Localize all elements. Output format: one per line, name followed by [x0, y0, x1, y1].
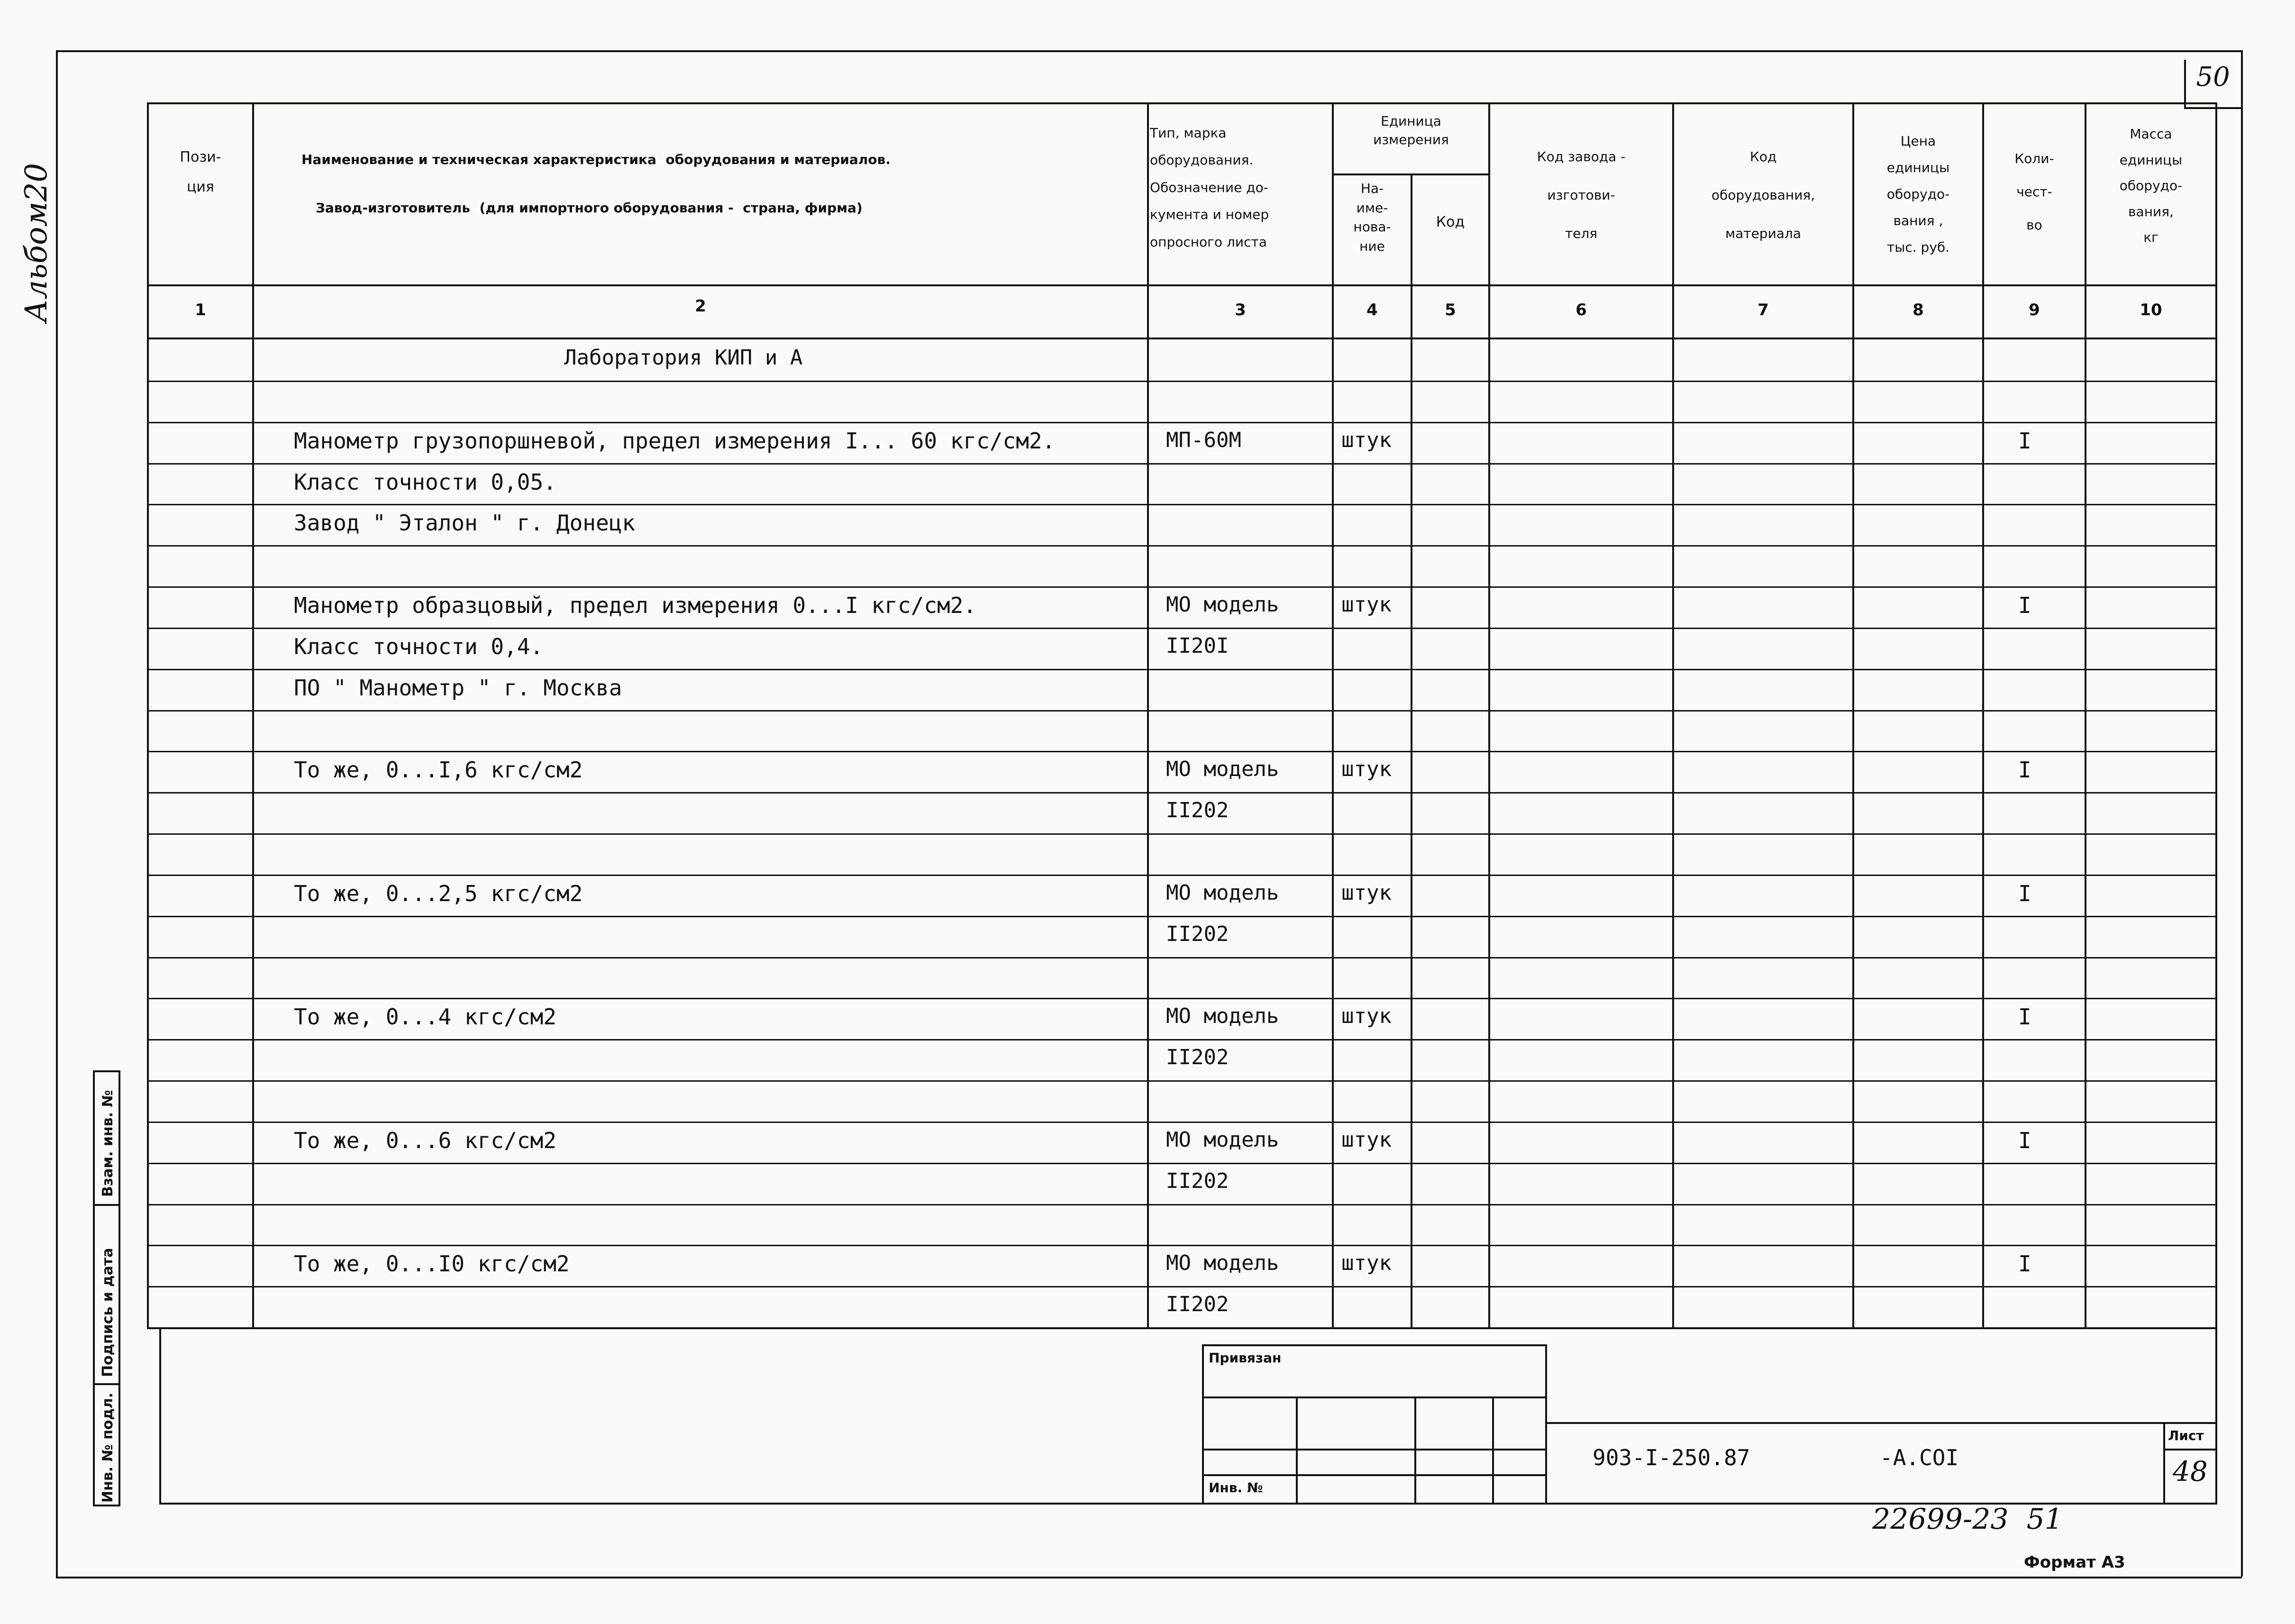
row-unit: штук — [1341, 1251, 1392, 1275]
colnum-10: 10 — [2140, 301, 2162, 319]
table-row — [147, 792, 2217, 833]
row-type: II202 — [1166, 798, 1229, 822]
stamp-podpis: Подпись и дата — [100, 1248, 116, 1377]
row-name: Класс точности 0,4. — [294, 634, 544, 659]
row-type: II202 — [1166, 922, 1229, 946]
table-row — [147, 957, 2217, 998]
row-quantity: I — [2018, 757, 2031, 783]
row-type: МП-60М — [1166, 428, 1241, 452]
row-name: То же, 0...I0 кгс/см2 — [294, 1251, 570, 1277]
header-mass: Масса единицы оборудо- вания, кг — [2119, 126, 2183, 246]
doc-code: 903-I-250.87 — [1593, 1445, 1750, 1470]
header-quantity: Коли- чест- во — [2014, 151, 2054, 233]
table-row — [147, 875, 2217, 916]
row-name: Класс точности 0,05. — [294, 469, 556, 495]
table-row — [147, 1245, 2217, 1286]
colnum-3: 3 — [1235, 301, 1246, 319]
table-row — [147, 916, 2217, 957]
colnum-4: 4 — [1366, 301, 1378, 319]
table-row — [147, 586, 2217, 628]
footer-format: Формат А3 — [2024, 1553, 2125, 1572]
row-unit: штук — [1341, 1004, 1392, 1028]
header-unit-code: Код — [1436, 214, 1465, 230]
table-row — [147, 628, 2217, 669]
header-equipment-code: Код оборудования, материала — [1711, 149, 1815, 242]
table-row — [147, 545, 2217, 586]
row-unit: штук — [1341, 881, 1392, 905]
table-row — [147, 339, 2217, 381]
table-row — [147, 1286, 2217, 1327]
colnum-9: 9 — [2029, 301, 2040, 319]
header-position: Пози- ция — [180, 149, 221, 195]
header-unit-name: На- име- нова- ние — [1353, 181, 1391, 254]
header-unit-group: Единица измерения — [1373, 113, 1449, 148]
table-row — [147, 422, 2217, 463]
row-type: II20I — [1166, 634, 1229, 658]
album-label: Альбом20 — [19, 163, 54, 322]
row-type: МО модель — [1166, 593, 1279, 617]
table-row — [147, 998, 2217, 1039]
header-type: Тип, марка оборудования. Обозначение до- кумента и номер опросного листа — [1150, 125, 1269, 250]
row-name: Завод " Эталон " г. Донецк — [294, 510, 636, 536]
row-quantity: I — [2018, 1004, 2031, 1030]
row-quantity: I — [2018, 593, 2031, 618]
table-row — [147, 710, 2217, 751]
row-name: Лаборатория КИП и А — [564, 346, 803, 370]
table-row — [147, 669, 2217, 710]
row-name: ПО " Манометр " г. Москва — [294, 675, 622, 701]
colnum-7: 7 — [1758, 301, 1769, 319]
row-name: То же, 0...2,5 кгс/см2 — [294, 881, 583, 906]
row-name: То же, 0...I,6 кгс/см2 — [294, 757, 583, 783]
stamp-inv-podl: Инв. № подл. — [100, 1392, 116, 1503]
row-name: То же, 0...4 кгс/см2 — [294, 1004, 556, 1030]
row-quantity: I — [2018, 1128, 2031, 1153]
header-plant-code: Код завода - изготови- теля — [1537, 149, 1626, 242]
row-type: МО модель — [1166, 881, 1279, 905]
row-unit: штук — [1341, 593, 1392, 617]
table-row — [147, 381, 2217, 422]
row-quantity: I — [2018, 1251, 2031, 1277]
row-type: II202 — [1166, 1169, 1229, 1193]
row-unit: штук — [1341, 1128, 1392, 1152]
table-row — [147, 1122, 2217, 1163]
doc-suffix: -А.COI — [1880, 1445, 1959, 1470]
row-type: МО модель — [1166, 1004, 1279, 1028]
row-quantity: I — [2018, 428, 2031, 454]
colnum-1: 1 — [195, 301, 206, 319]
stamp-vzam: Взам. инв. № — [100, 1090, 116, 1197]
sheet-number: 48 — [2173, 1455, 2208, 1487]
row-name: То же, 0...6 кгс/см2 — [294, 1128, 556, 1153]
table-row — [147, 463, 2217, 504]
table-row — [147, 1163, 2217, 1204]
colnum-8: 8 — [1912, 301, 1924, 319]
header-price: Цена единицы оборудо- вания , тыс. руб. — [1886, 133, 1950, 255]
stamp-privyazan: Привязан — [1209, 1350, 1282, 1366]
table-row — [147, 833, 2217, 875]
row-quantity: I — [2018, 881, 2031, 906]
stamp-attached-box — [1202, 1344, 1547, 1503]
row-name: Манометр образцовый, предел измерения 0...I кгс/см2. — [294, 593, 977, 618]
colnum-5: 5 — [1445, 301, 1456, 319]
row-unit: штук — [1341, 757, 1392, 781]
row-type: II202 — [1166, 1292, 1229, 1316]
row-type: МО модель — [1166, 757, 1279, 781]
row-type: МО модель — [1166, 1128, 1279, 1152]
header-name-line1: Наименование и техническая характеристика оборудования и материалов. — [301, 152, 891, 167]
colnum-2: 2 — [695, 297, 706, 316]
table-row — [147, 1204, 2217, 1245]
table-row — [147, 751, 2217, 792]
colnum-6: 6 — [1576, 301, 1587, 319]
row-unit: штук — [1341, 428, 1392, 452]
footer-handwritten: 22699-23 51 — [1872, 1503, 2063, 1536]
header-name-line2: Завод-изготовитель (для импортного оборудования - страна, фирма) — [316, 200, 863, 216]
sheet-label: Лист — [2168, 1428, 2204, 1443]
table-row — [147, 1080, 2217, 1122]
table-row — [147, 1039, 2217, 1080]
row-type: II202 — [1166, 1045, 1229, 1069]
row-name: Манометр грузопоршневой, предел измерения I... 60 кгс/см2. — [294, 428, 1056, 454]
stamp-inv-no: Инв. № — [1209, 1480, 1263, 1496]
row-type: МО модель — [1166, 1251, 1279, 1275]
table-row — [147, 504, 2217, 545]
page-number: 50 — [2196, 62, 2230, 92]
